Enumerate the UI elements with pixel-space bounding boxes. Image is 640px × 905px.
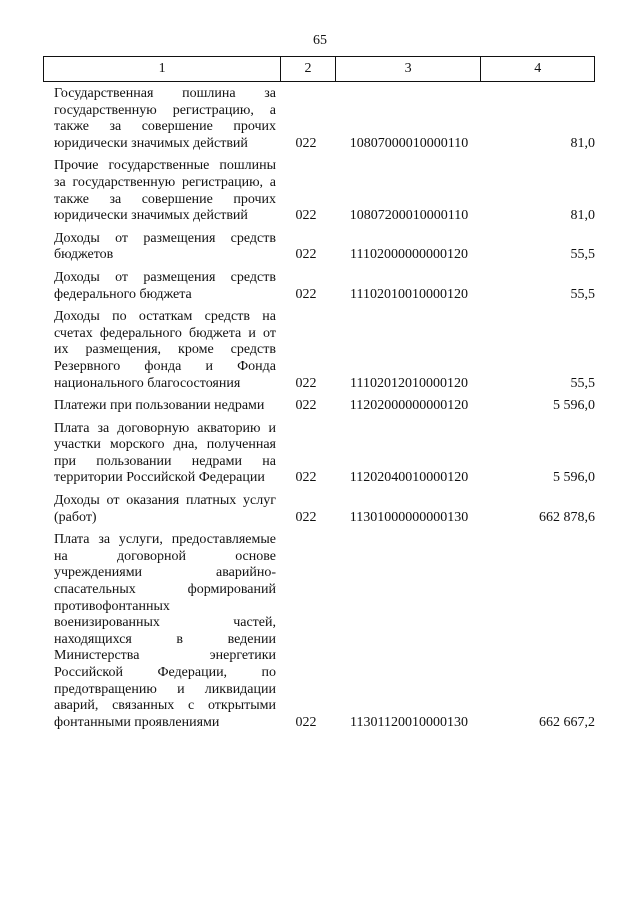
row-admin-code: 022 [295,398,317,414]
row-description: Плата за услуги, предоставляемые на договорной основе учреждениями аварийно-спасательных формирований противофонтанных военизированных частей, находящихся в ведении Министерства энергетики Российской Федерации, по предотвращению и ликвидации аварий, связанных с открытыми фонтанными проявлениями [54,532,276,730]
header-col-1: 1 [44,57,281,81]
page-number: 65 [313,33,327,48]
row-revenue-code: 11202000000000120 [349,398,469,414]
row-amount: 662 667,2 [539,714,595,730]
row-revenue-code: 11301120010000130 [350,714,468,730]
row-revenue-code: 11301000000000130 [349,509,469,525]
row-amount: 5 596,0 [553,470,595,486]
row-description: Доходы по остаткам средств на счетах федерального бюджета и от их размещения, кроме средств Резервного фонда и Фонда национального благосостояния [54,309,276,391]
row-admin-code: 022 [295,714,317,730]
table-row [43,532,595,731]
row-amount: 5 596,0 [553,398,595,414]
table-body [43,86,595,737]
row-admin-code: 022 [295,247,317,263]
row-amount: 55,5 [570,286,595,302]
table-row [43,158,595,224]
row-description: Прочие государственные пошлины за государственную регистрацию, а также за совершение прочих юридически значимых действий [54,158,276,224]
row-description: Доходы от размещения средств бюджетов [54,230,276,263]
table-row [43,270,595,303]
row-admin-code: 022 [295,286,317,302]
row-amount: 81,0 [570,135,595,151]
row-revenue-code: 10807200010000110 [349,208,469,224]
row-description: Государственная пошлина за государственную регистрацию, а также за совершение прочих юридически значимых действий [54,86,276,151]
row-amount: 662 878,6 [539,509,595,525]
row-revenue-code: 11102010010000120 [350,286,468,302]
header-col-4: 4 [534,61,542,76]
table-row [43,86,595,152]
table-header [43,56,595,82]
row-revenue-code: 10807000010000110 [349,135,469,151]
row-description: Доходы от размещения средств федерального бюджета [54,269,276,302]
header-col-2: 2 [281,57,336,81]
row-revenue-code: 11102012010000120 [350,375,468,391]
table-row [43,398,595,415]
row-admin-code: 022 [295,375,317,391]
table-row [43,493,595,526]
row-description: Плата за договорную акваторию и участки морского дна, полученная при пользовании недрами на территории Российской Федерации [54,420,276,486]
row-revenue-code: 11102000000000120 [350,247,468,263]
row-admin-code: 022 [295,208,317,224]
row-admin-code: 022 [295,470,317,486]
header-col-3: 3 [336,57,481,81]
row-admin-code: 022 [295,509,317,525]
table-row [43,421,595,487]
row-description: Платежи при пользовании недрами [54,398,265,414]
row-amount: 55,5 [570,375,595,391]
row-amount: 81,0 [570,208,595,224]
table-row [43,309,595,392]
row-admin-code: 022 [295,135,317,151]
row-revenue-code: 11202040010000120 [349,470,469,486]
row-amount: 55,5 [570,247,595,263]
row-description: Доходы от оказания платных услуг (работ) [54,493,276,525]
table-row [43,231,595,264]
